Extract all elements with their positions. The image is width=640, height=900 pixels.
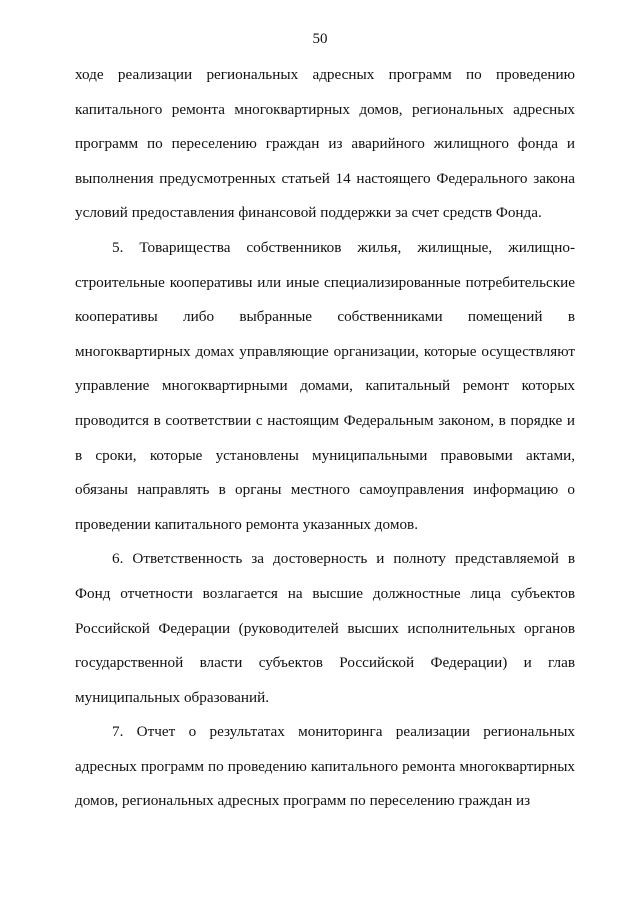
paragraph-5: 5. Товарищества собственников жилья, жилищные, жилищно-строительные кооперативы или иные специализированные потребительские кооперативы либо выбранные собственниками помещений в многоквартирных домах управляющие организации, которые осуществляют управление многоквартирными домами, капитальный ремонт которых проводится в соответствии с настоящим Федеральным законом, в порядке и в сроки, которые установлены муниципальными правовыми актами, обязаны направлять в органы местного самоуправления информацию о проведении капитального ремонта указанных домов. [75,238,575,533]
paragraph-7: 7. Отчет о результатах мониторинга реализации региональных адресных программ по проведению капитального ремонта многоквартирных домов, региональных адресных программ по переселению граждан из [75,723,575,810]
paragraph-6: 6. Ответственность за достоверность и полноту представляемой в Фонд отчетности возлагается на высшие должностные лица субъектов Российской Федерации (руководителей высших исполнительных органов государственной власти субъектов Российской Федерации) и глав муниципальных образований. [75,550,575,706]
document-body [75,58,575,819]
page-number: 50 [312,31,328,47]
paragraph-continued: ходе реализации региональных адресных программ по проведению капитального ремонта многоквартирных домов, региональных адресных программ по переселению граждан из аварийного жилищного фонда и выполнения предусмотренных статьей 14 настоящего Федерального закона условий предоставления финансовой поддержки за счет средств Фонда. [75,66,575,222]
